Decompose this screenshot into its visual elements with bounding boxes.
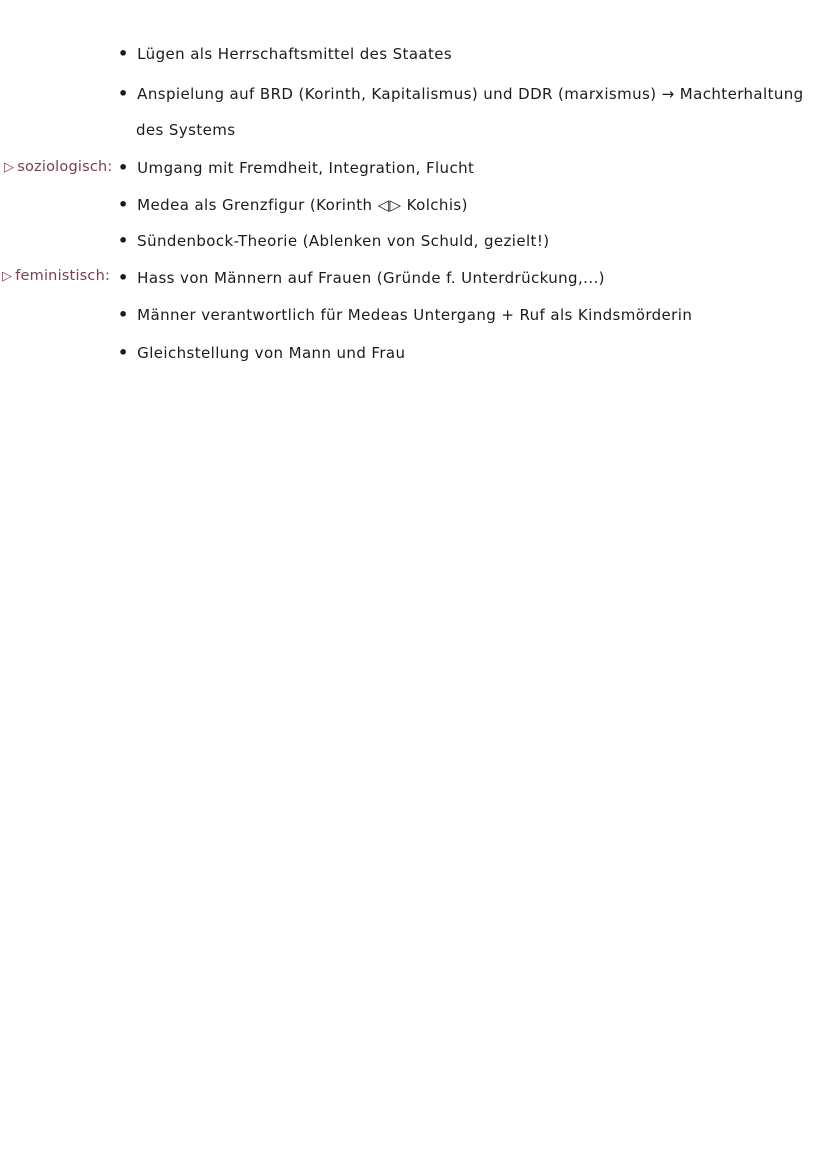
- list-item-text: Umgang mit Fremdheit, Integration, Flucht: [137, 159, 475, 177]
- bullet-icon: •: [118, 195, 129, 214]
- list-item: [118, 195, 468, 215]
- section-heading-label: feministisch:: [15, 268, 111, 284]
- bullet-icon: •: [118, 305, 129, 324]
- bullet-icon: •: [118, 84, 129, 103]
- list-item: [118, 158, 474, 178]
- bullet-icon: •: [118, 158, 129, 177]
- list-item-text: Sündenbock-Theorie (Ablenken von Schuld, gezielt!): [137, 232, 550, 250]
- list-item-text: des Systems: [136, 121, 236, 139]
- section-heading-soziologisch: [4, 157, 112, 178]
- list-item: [118, 44, 452, 64]
- list-item-text: Männer verantwortlich für Medeas Untergang + Ruf als Kindsmörderin: [137, 306, 693, 324]
- list-item: [118, 305, 692, 325]
- list-item-continuation: [136, 120, 235, 140]
- triangle-right-icon: ▷: [4, 160, 15, 175]
- list-item: [118, 268, 605, 288]
- triangle-right-icon: ▷: [2, 269, 13, 284]
- list-item: [118, 231, 550, 251]
- list-item-text: Medea als Grenzfigur (Korinth ◁▷ Kolchis): [137, 196, 468, 214]
- list-item-text: Hass von Männern auf Frauen (Gründe f. Unterdrückung,...): [137, 269, 605, 287]
- section-heading-label: soziologisch:: [17, 159, 113, 175]
- list-item: [118, 84, 804, 104]
- list-item: [118, 343, 405, 363]
- list-item-text: Gleichstellung von Mann und Frau: [137, 344, 406, 362]
- bullet-icon: •: [118, 343, 129, 362]
- bullet-icon: •: [118, 231, 129, 250]
- list-item-text: Anspielung auf BRD (Korinth, Kapitalismus) und DDR (marxismus) → Machterhaltung: [137, 85, 804, 103]
- list-item-text: Lügen als Herrschaftsmittel des Staates: [137, 45, 453, 63]
- bullet-icon: •: [118, 268, 129, 287]
- section-heading-feministisch: [2, 266, 110, 287]
- bullet-icon: •: [118, 44, 129, 63]
